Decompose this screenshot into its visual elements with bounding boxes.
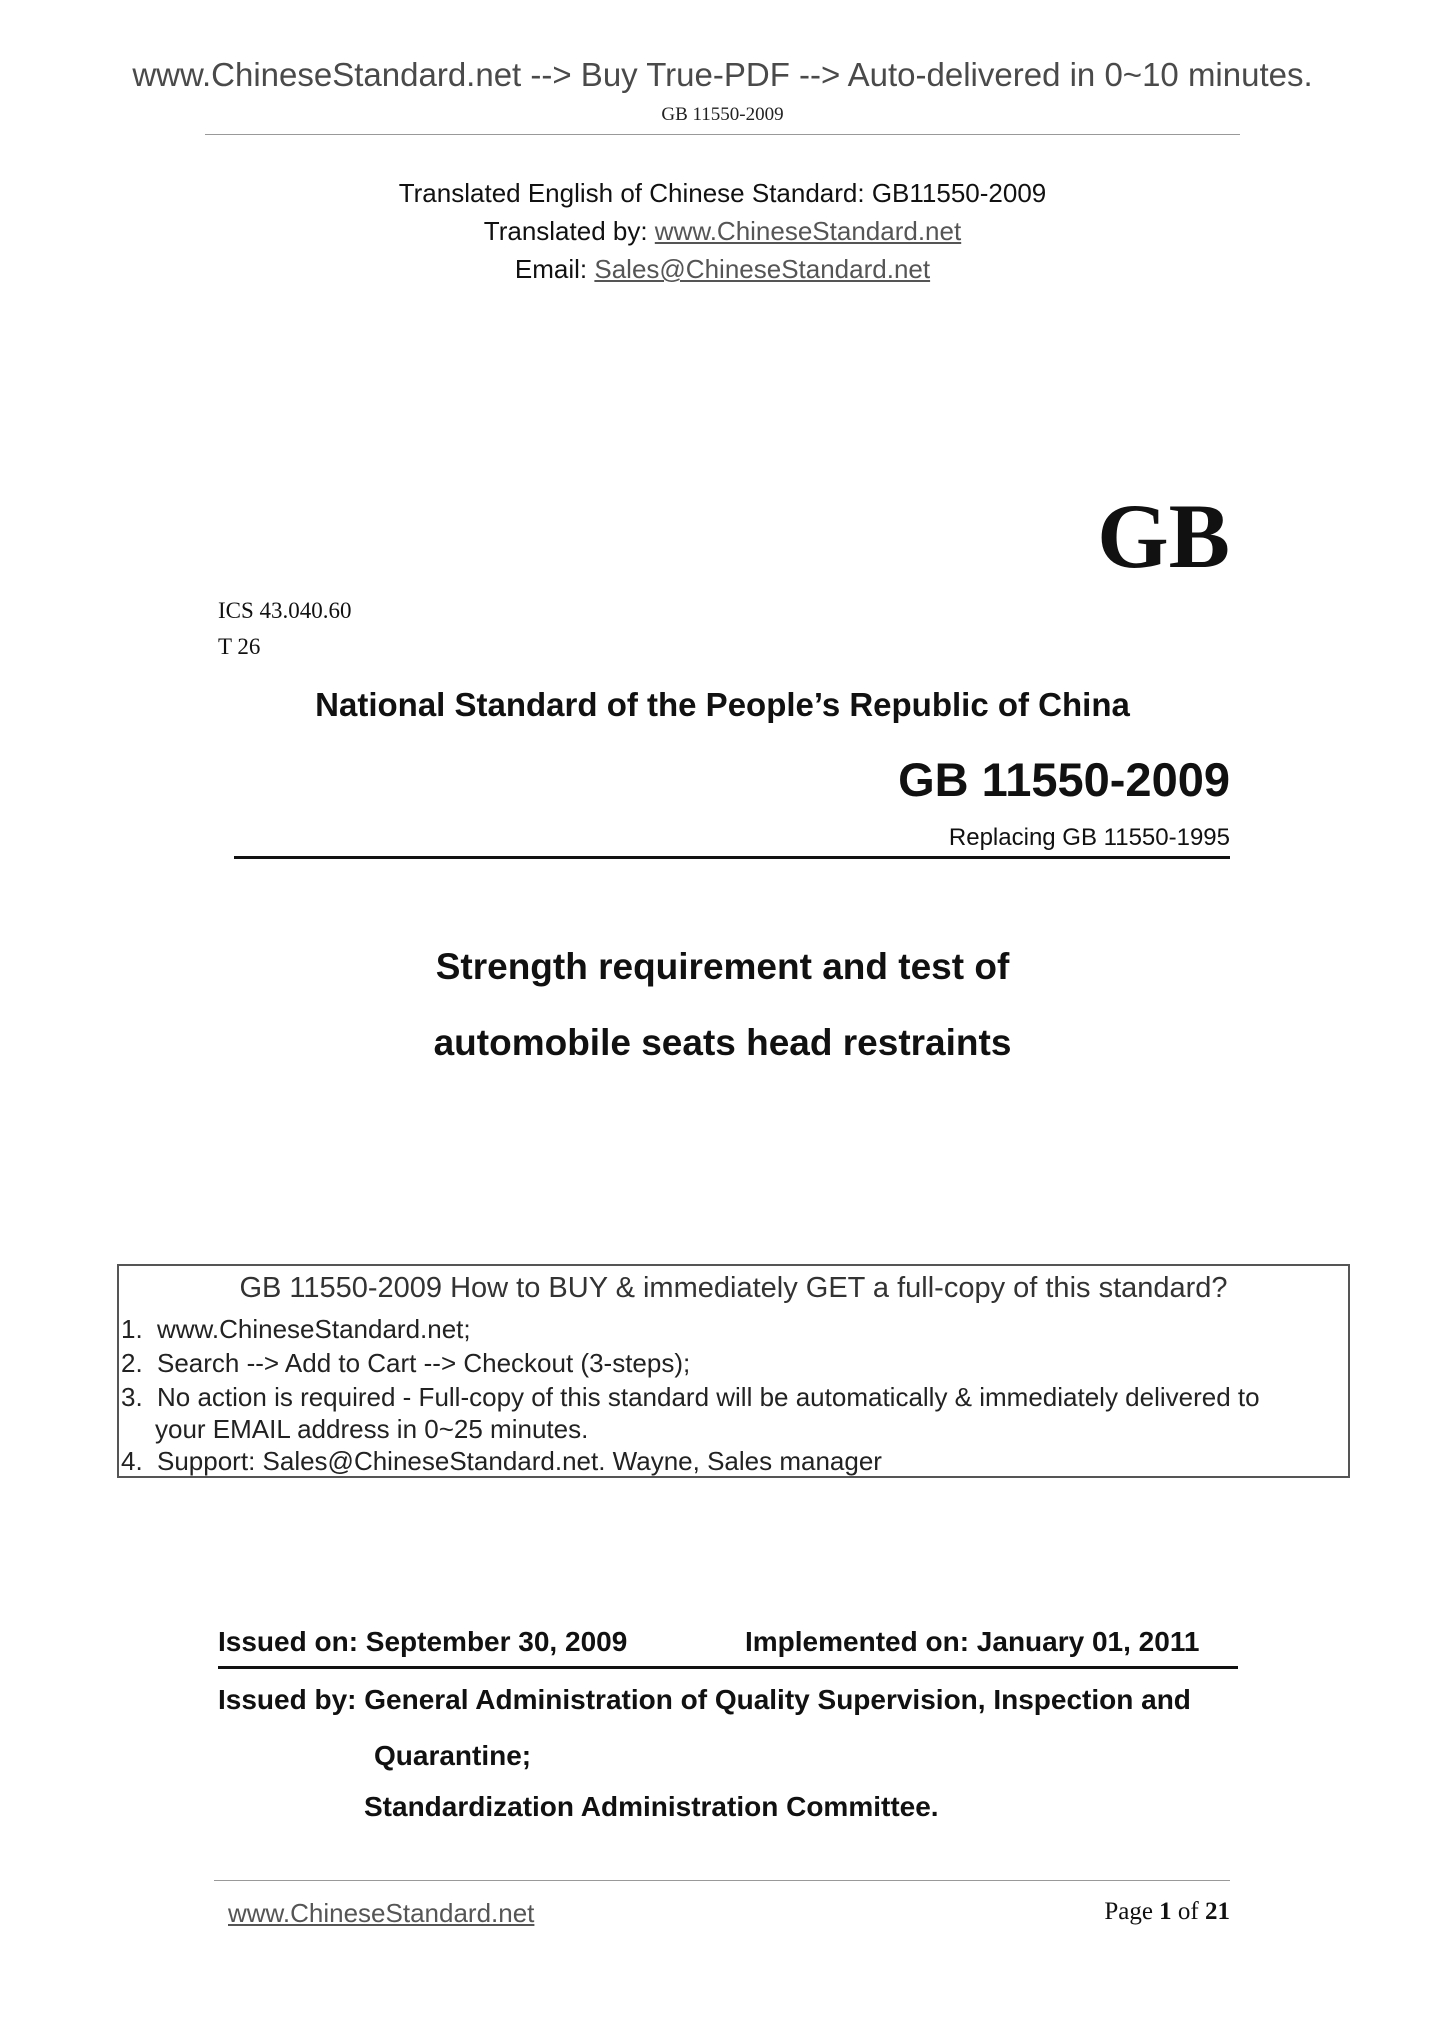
page-of: of	[1171, 1898, 1205, 1925]
purchase-step-continuation: your EMAIL address in 0~25 minutes.	[155, 1414, 589, 1444]
translated-by-label: Translated by:	[483, 216, 655, 246]
document-title-line-1: Strength requirement and test of	[435, 946, 1010, 987]
page-current: 1	[1159, 1898, 1172, 1925]
translation-email	[0, 254, 1445, 285]
step-text: Support: Sales@ChineseStandard.net. Wayne, Sales manager	[157, 1446, 882, 1476]
header-standard-code: GB 11550-2009	[661, 104, 784, 125]
step-number: 4.	[121, 1446, 143, 1476]
translator-website-link[interactable]: www.ChineseStandard.net	[654, 216, 962, 246]
header-divider	[205, 134, 1240, 135]
step-number: 3.	[121, 1382, 143, 1412]
t-code: T 26	[218, 634, 261, 659]
purchase-heading: GB 11550-2009 How to BUY & immediately GET a full-copy of this standard?	[239, 1272, 1228, 1304]
footer-divider	[214, 1880, 1230, 1881]
page-total: 21	[1205, 1898, 1230, 1925]
implemented-on-date: Implemented on: January 01, 2011	[745, 1626, 1200, 1657]
email-label: Email:	[514, 254, 595, 284]
document-title-line-2: automobile seats head restraints	[433, 1022, 1012, 1063]
issued-by: Issued by: General Administration of Quality Supervision, Inspection and	[218, 1684, 1191, 1715]
translation-title: Translated English of Chinese Standard: GB11550-2009	[398, 178, 1047, 208]
footer-website-link[interactable]: www.ChineseStandard.net	[228, 1898, 535, 1928]
step-number: 2.	[121, 1348, 143, 1378]
purchase-info-box	[117, 1264, 1350, 1478]
title-divider	[234, 856, 1230, 859]
issued-on-date: Issued on: September 30, 2009	[218, 1626, 628, 1657]
translated-by	[0, 216, 1445, 247]
standard-number: GB 11550-2009	[898, 753, 1230, 806]
gb-logo: GB	[1097, 485, 1230, 587]
top-banner: www.ChineseStandard.net --> Buy True-PDF --> Auto-delivered in 0~10 minutes.	[132, 56, 1313, 93]
national-standard-title: National Standard of the People’s Republic of China	[315, 686, 1130, 723]
page-prefix: Page	[1104, 1898, 1160, 1925]
issuer-secondary: Standardization Administration Committee.	[364, 1791, 939, 1822]
issuance-divider	[218, 1666, 1238, 1669]
sales-email-link[interactable]: Sales@ChineseStandard.net	[594, 254, 931, 284]
purchase-step	[119, 1348, 690, 1379]
page-number	[1040, 1898, 1230, 1926]
step-text: Search --> Add to Cart --> Checkout (3-steps);	[157, 1348, 691, 1378]
step-text: No action is required - Full-copy of this standard will be automatically & immediately delivered to	[157, 1382, 1260, 1412]
step-text: www.ChineseStandard.net;	[157, 1314, 471, 1344]
step-number: 1.	[121, 1314, 143, 1344]
ics-code: ICS 43.040.60	[218, 598, 352, 623]
purchase-step	[119, 1314, 471, 1345]
replacing-standard: Replacing GB 11550-1995	[948, 824, 1230, 851]
purchase-step	[119, 1446, 882, 1477]
purchase-step	[119, 1382, 1260, 1413]
issuer-continuation: Quarantine;	[374, 1740, 532, 1771]
